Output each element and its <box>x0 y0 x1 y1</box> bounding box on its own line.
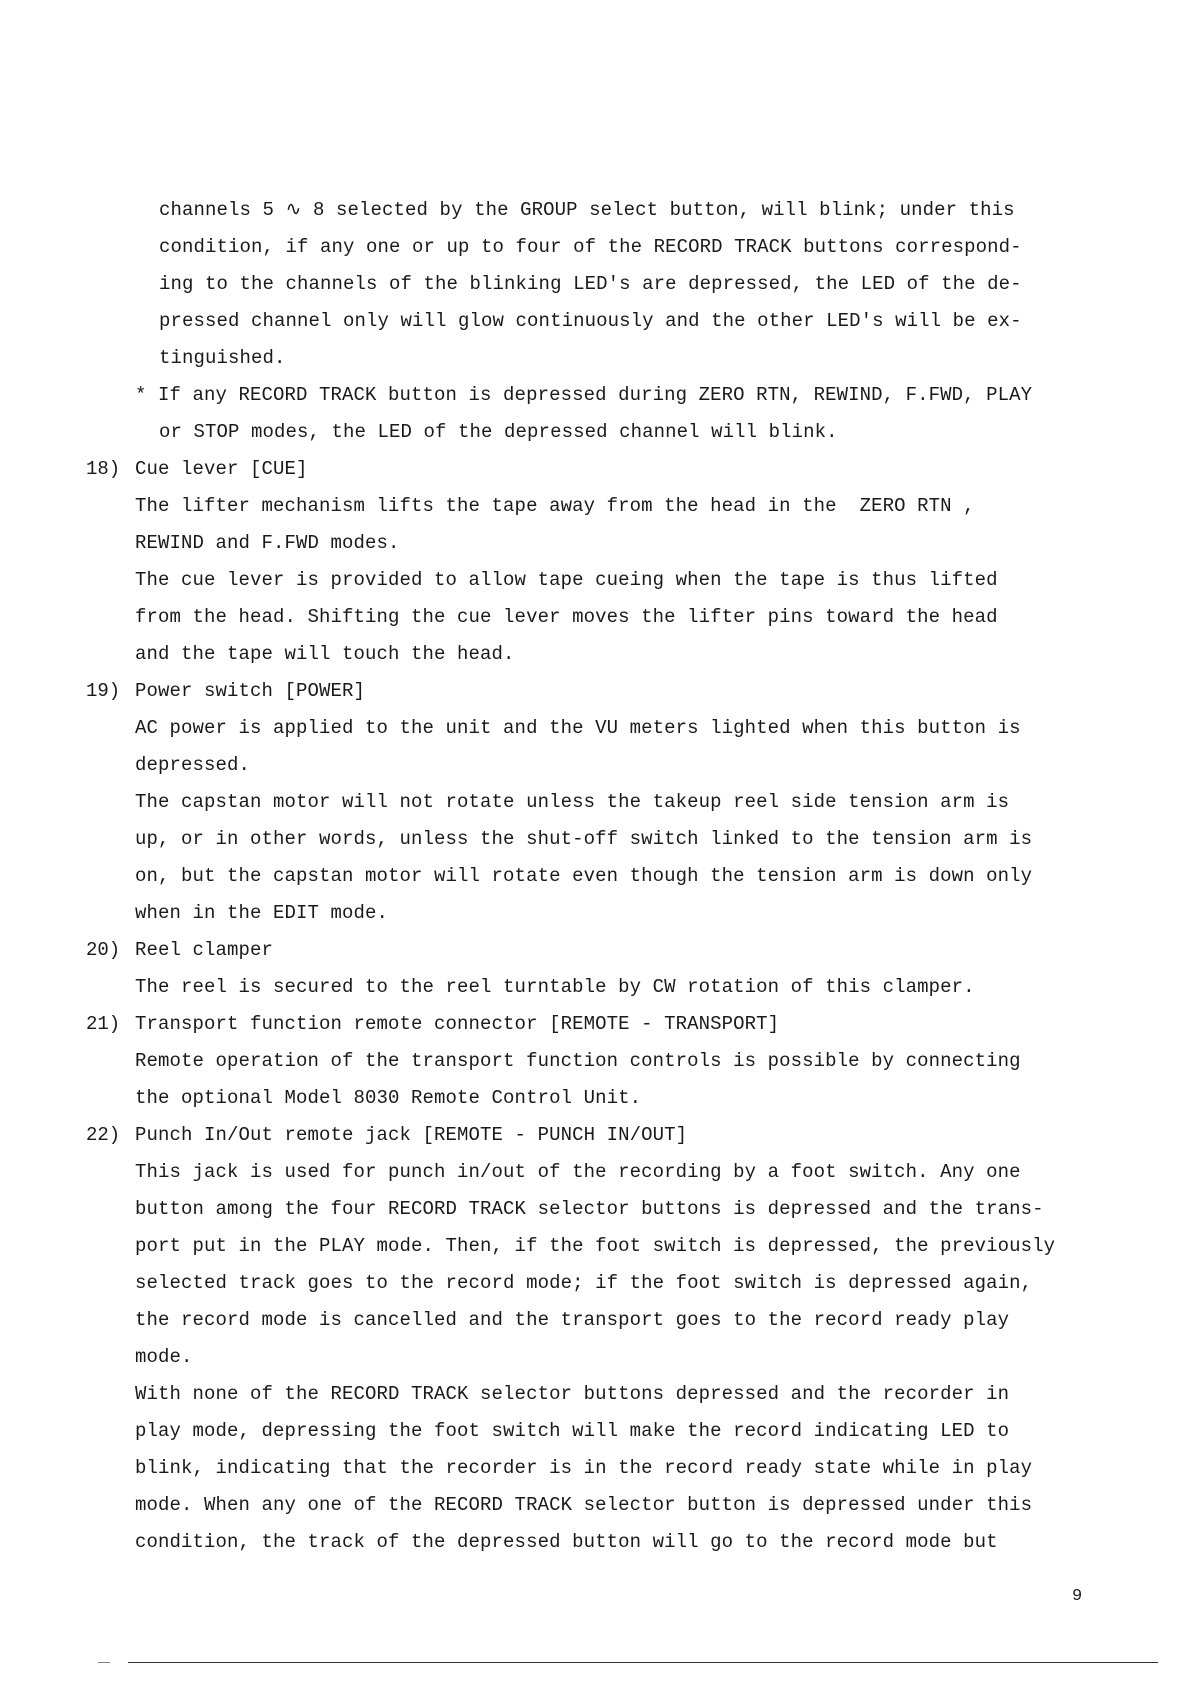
intro-line-4: pressed channel only will glow continuously and the other LED's will be ex- <box>159 310 1022 332</box>
section-21-heading: Transport function remote connector [REMOTE - TRANSPORT] <box>135 1013 780 1035</box>
section-19-number: 19) <box>86 680 121 702</box>
section-21-line-2: the optional Model 8030 Remote Control Unit. <box>135 1087 642 1109</box>
bottom-rule <box>128 1662 1158 1663</box>
bottom-rule-stub <box>98 1662 110 1663</box>
section-19-line-4: up, or in other words, unless the shut-off switch linked to the tension arm is <box>135 828 1033 850</box>
section-18-line-3: The cue lever is provided to allow tape cueing when the tape is thus lifted <box>135 569 998 591</box>
section-22-heading: Punch In/Out remote jack [REMOTE - PUNCH IN/OUT] <box>135 1124 688 1146</box>
section-19-line-5: on, but the capstan motor will rotate even though the tension arm is down only <box>135 865 1033 887</box>
section-19-line-6: when in the EDIT mode. <box>135 902 389 924</box>
intro-line-5: tinguished. <box>159 347 286 369</box>
section-18-line-2: REWIND and F.FWD modes. <box>135 532 400 554</box>
section-20-number: 20) <box>86 939 121 961</box>
section-22-line-1: This jack is used for punch in/out of the recording by a foot switch. Any one <box>135 1161 1021 1183</box>
section-22-line-6: mode. <box>135 1346 193 1368</box>
intro-line-3: ing to the channels of the blinking LED's are depressed, the LED of the de- <box>159 273 1022 295</box>
section-18-line-1: The lifter mechanism lifts the tape away from the head in the ZERO RTN , <box>135 495 975 517</box>
note-line-1: * If any RECORD TRACK button is depressed during ZERO RTN, REWIND, F.FWD, PLAY <box>135 384 1033 406</box>
section-19-line-1: AC power is applied to the unit and the VU meters lighted when this button is <box>135 717 1021 739</box>
intro-line-2: condition, if any one or up to four of the RECORD TRACK buttons correspond- <box>159 236 1022 258</box>
section-18-heading: Cue lever [CUE] <box>135 458 308 480</box>
section-18-line-4: from the head. Shifting the cue lever moves the lifter pins toward the head <box>135 606 998 628</box>
note-line-2: or STOP modes, the LED of the depressed channel will blink. <box>159 421 838 443</box>
section-19-heading: Power switch [POWER] <box>135 680 366 702</box>
section-22-number: 22) <box>86 1124 121 1146</box>
section-22-line-9: blink, indicating that the recorder is in the record ready state while in play <box>135 1457 1033 1479</box>
section-22-line-4: selected track goes to the record mode; if the foot switch is depressed again, <box>135 1272 1033 1294</box>
section-22-line-8: play mode, depressing the foot switch will make the record indicating LED to <box>135 1420 1010 1442</box>
section-22-line-7: With none of the RECORD TRACK selector buttons depressed and the recorder in <box>135 1383 1010 1405</box>
section-22-line-10: mode. When any one of the RECORD TRACK selector button is depressed under this <box>135 1494 1033 1516</box>
section-18-number: 18) <box>86 458 121 480</box>
section-20-heading: Reel clamper <box>135 939 274 961</box>
section-22-line-5: the record mode is cancelled and the transport goes to the record ready play <box>135 1309 1010 1331</box>
section-22-line-11: condition, the track of the depressed button will go to the record mode but <box>135 1531 998 1553</box>
section-18-line-5: and the tape will touch the head. <box>135 643 515 665</box>
section-21-line-1: Remote operation of the transport function controls is possible by connecting <box>135 1050 1021 1072</box>
section-19-line-3: The capstan motor will not rotate unless the takeup reel side tension arm is <box>135 791 1010 813</box>
intro-line-1: channels 5 ∿ 8 selected by the GROUP select button, will blink; under this <box>159 199 1015 221</box>
section-22-line-3: port put in the PLAY mode. Then, if the foot switch is depressed, the previously <box>135 1235 1056 1257</box>
page-number: 9 <box>1072 1587 1083 1606</box>
section-21-number: 21) <box>86 1013 121 1035</box>
section-19-line-2: depressed. <box>135 754 251 776</box>
section-20-line-1: The reel is secured to the reel turntable by CW rotation of this clamper. <box>135 976 975 998</box>
section-22-line-2: button among the four RECORD TRACK selector buttons is depressed and the trans- <box>135 1198 1044 1220</box>
